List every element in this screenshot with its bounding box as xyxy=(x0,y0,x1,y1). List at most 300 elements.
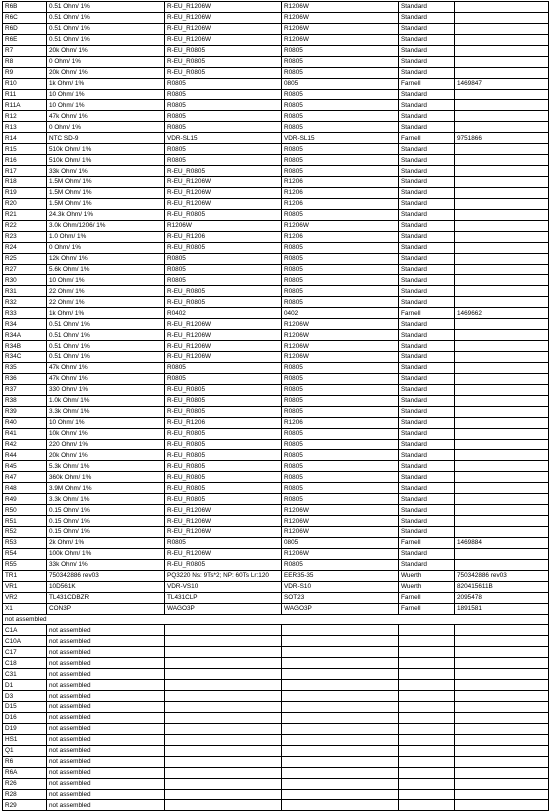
package-cell: R0805 xyxy=(282,494,399,505)
order-code-cell xyxy=(455,319,549,330)
package-cell: R1206W xyxy=(282,34,399,45)
ref-cell: X1 xyxy=(3,603,47,614)
ref-cell: R36 xyxy=(3,373,47,384)
package-cell: R0805 xyxy=(282,122,399,133)
package-cell: R1206W xyxy=(282,505,399,516)
order-code-cell xyxy=(455,100,549,111)
order-code-cell: 9751866 xyxy=(455,133,549,144)
ref-cell: R10 xyxy=(3,78,47,89)
value-cell: not assembled xyxy=(47,723,165,734)
order-code-cell xyxy=(455,712,549,723)
ref-cell: D19 xyxy=(3,723,47,734)
order-code-cell xyxy=(455,111,549,122)
supplier-cell: Standard xyxy=(399,198,455,209)
order-code-cell xyxy=(455,778,549,789)
supplier-cell: Standard xyxy=(399,352,455,363)
value-cell: 20k Ohm/ 1% xyxy=(47,67,165,78)
value-cell: 0.15 Ohm/ 1% xyxy=(47,527,165,538)
table-row xyxy=(3,439,549,450)
table-row xyxy=(3,570,549,581)
ref-cell: R9 xyxy=(3,67,47,78)
supplier-cell: Standard xyxy=(399,527,455,538)
value-cell: 24.3k Ohm/ 1% xyxy=(47,209,165,220)
device-cell xyxy=(165,669,282,680)
ref-cell: R18 xyxy=(3,177,47,188)
package-cell: R0805 xyxy=(282,472,399,483)
ref-cell: R6 xyxy=(3,756,47,767)
device-cell: R-EU_R1206W xyxy=(165,2,282,13)
device-cell: R0402 xyxy=(165,308,282,319)
order-code-cell: 1469662 xyxy=(455,308,549,319)
table-row xyxy=(3,12,549,23)
ref-cell: R34 xyxy=(3,319,47,330)
value-cell: 1.5M Ohm/ 1% xyxy=(47,177,165,188)
ref-cell: R34B xyxy=(3,341,47,352)
supplier-cell: Standard xyxy=(399,100,455,111)
value-cell: 1.0 Ohm/ 1% xyxy=(47,231,165,242)
package-cell: R0805 xyxy=(282,242,399,253)
supplier-cell: Farnell xyxy=(399,603,455,614)
supplier-cell xyxy=(399,734,455,745)
device-cell: R-EU_R0805 xyxy=(165,297,282,308)
ref-cell: R22 xyxy=(3,220,47,231)
ref-cell: R21 xyxy=(3,209,47,220)
value-cell: 0.51 Ohm/ 1% xyxy=(47,352,165,363)
order-code-cell xyxy=(455,144,549,155)
package-cell: R1206W xyxy=(282,341,399,352)
supplier-cell: Standard xyxy=(399,472,455,483)
order-code-cell xyxy=(455,166,549,177)
supplier-cell: Standard xyxy=(399,384,455,395)
ref-cell: C17 xyxy=(3,647,47,658)
table-row xyxy=(3,625,549,636)
order-code-cell xyxy=(455,756,549,767)
order-code-cell xyxy=(455,527,549,538)
ref-cell: R52 xyxy=(3,527,47,538)
table-row xyxy=(3,461,549,472)
device-cell xyxy=(165,734,282,745)
table-row xyxy=(3,527,549,538)
ref-cell: R50 xyxy=(3,505,47,516)
table-row xyxy=(3,2,549,13)
table-row xyxy=(3,187,549,198)
ref-cell: R20 xyxy=(3,198,47,209)
package-cell: R1206W xyxy=(282,527,399,538)
package-cell: R0805 xyxy=(282,483,399,494)
device-cell: R-EU_R1206W xyxy=(165,198,282,209)
ref-cell: R47 xyxy=(3,472,47,483)
value-cell: 330 Ohm/ 1% xyxy=(47,384,165,395)
supplier-cell: Standard xyxy=(399,231,455,242)
ref-cell: TR1 xyxy=(3,570,47,581)
ref-cell: R41 xyxy=(3,428,47,439)
table-row xyxy=(3,581,549,592)
supplier-cell: Standard xyxy=(399,144,455,155)
order-code-cell xyxy=(455,23,549,34)
device-cell xyxy=(165,745,282,756)
order-code-cell xyxy=(455,417,549,428)
value-cell: 0 Ohm/ 1% xyxy=(47,122,165,133)
bom-table-body xyxy=(3,2,549,811)
package-cell: R0805 xyxy=(282,559,399,570)
package-cell: R1206W xyxy=(282,352,399,363)
package-cell: R0805 xyxy=(282,384,399,395)
order-code-cell: 2095478 xyxy=(455,592,549,603)
value-cell: not assembled xyxy=(47,778,165,789)
order-code-cell xyxy=(455,472,549,483)
table-row xyxy=(3,483,549,494)
order-code-cell xyxy=(455,691,549,702)
order-code-cell xyxy=(455,734,549,745)
order-code-cell xyxy=(455,647,549,658)
order-code-cell xyxy=(455,505,549,516)
order-code-cell xyxy=(455,155,549,166)
package-cell: SOT23 xyxy=(282,592,399,603)
ref-cell: R38 xyxy=(3,395,47,406)
device-cell: R0805 xyxy=(165,144,282,155)
device-cell: R-EU_R0805 xyxy=(165,461,282,472)
package-cell: R1206W xyxy=(282,330,399,341)
table-row xyxy=(3,319,549,330)
device-cell: R-EU_R1206W xyxy=(165,12,282,23)
value-cell: not assembled xyxy=(47,669,165,680)
order-code-cell xyxy=(455,45,549,56)
order-code-cell xyxy=(455,12,549,23)
table-row xyxy=(3,275,549,286)
value-cell: 12k Ohm/ 1% xyxy=(47,253,165,264)
supplier-cell: Standard xyxy=(399,439,455,450)
package-cell: R0805 xyxy=(282,89,399,100)
device-cell: R-EU_R1206W xyxy=(165,319,282,330)
table-row xyxy=(3,406,549,417)
table-row xyxy=(3,505,549,516)
value-cell: 750342886 rev03 xyxy=(47,570,165,581)
device-cell: R-EU_R1206W xyxy=(165,548,282,559)
table-row xyxy=(3,767,549,778)
ref-cell: R12 xyxy=(3,111,47,122)
device-cell: R0805 xyxy=(165,111,282,122)
table-row xyxy=(3,297,549,308)
supplier-cell xyxy=(399,789,455,800)
supplier-cell: Standard xyxy=(399,330,455,341)
table-row xyxy=(3,537,549,548)
order-code-cell xyxy=(455,242,549,253)
table-row xyxy=(3,450,549,461)
table-row xyxy=(3,636,549,647)
table-row xyxy=(3,242,549,253)
package-cell: R0805 xyxy=(282,45,399,56)
value-cell: 1.5M Ohm/ 1% xyxy=(47,198,165,209)
ref-cell: R42 xyxy=(3,439,47,450)
supplier-cell: Standard xyxy=(399,275,455,286)
device-cell: R-EU_R1206 xyxy=(165,417,282,428)
ref-cell: C18 xyxy=(3,658,47,669)
order-code-cell xyxy=(455,548,549,559)
ref-cell: R40 xyxy=(3,417,47,428)
value-cell: 0.51 Ohm/ 1% xyxy=(47,34,165,45)
order-code-cell xyxy=(455,516,549,527)
value-cell: 1.5M Ohm/ 1% xyxy=(47,187,165,198)
order-code-cell: 1469847 xyxy=(455,78,549,89)
supplier-cell: Farnell xyxy=(399,78,455,89)
value-cell: not assembled xyxy=(47,691,165,702)
package-cell: R0805 xyxy=(282,373,399,384)
supplier-cell: Standard xyxy=(399,177,455,188)
device-cell: R-EU_R1206 xyxy=(165,231,282,242)
supplier-cell: Standard xyxy=(399,417,455,428)
table-row xyxy=(3,133,549,144)
value-cell: not assembled xyxy=(47,800,165,811)
device-cell: R-EU_R0805 xyxy=(165,483,282,494)
value-cell: not assembled xyxy=(47,625,165,636)
ref-cell: R34A xyxy=(3,330,47,341)
value-cell: 10k Ohm/ 1% xyxy=(47,428,165,439)
ref-cell: HS1 xyxy=(3,734,47,745)
order-code-cell xyxy=(455,800,549,811)
package-cell: R0805 xyxy=(282,450,399,461)
ref-cell: R6A xyxy=(3,767,47,778)
package-cell: R0805 xyxy=(282,297,399,308)
device-cell: R0805 xyxy=(165,122,282,133)
device-cell: R-EU_R1206W xyxy=(165,352,282,363)
device-cell xyxy=(165,658,282,669)
table-row xyxy=(3,516,549,527)
ref-cell: R8 xyxy=(3,56,47,67)
order-code-cell xyxy=(455,625,549,636)
table-row xyxy=(3,548,549,559)
value-cell: 100k Ohm/ 1% xyxy=(47,548,165,559)
supplier-cell xyxy=(399,745,455,756)
table-row xyxy=(3,691,549,702)
ref-cell: R48 xyxy=(3,483,47,494)
order-code-cell xyxy=(455,428,549,439)
value-cell: 47k Ohm/ 1% xyxy=(47,373,165,384)
value-cell: 3.0k Ohm/1206/ 1% xyxy=(47,220,165,231)
table-row xyxy=(3,352,549,363)
value-cell: 3.3k Ohm/ 1% xyxy=(47,494,165,505)
value-cell: 10 Ohm/ 1% xyxy=(47,89,165,100)
order-code-cell xyxy=(455,384,549,395)
table-row xyxy=(3,209,549,220)
supplier-cell xyxy=(399,756,455,767)
table-row xyxy=(3,56,549,67)
order-code-cell xyxy=(455,220,549,231)
value-cell: 47k Ohm/ 1% xyxy=(47,111,165,122)
value-cell: TL431CDBZR xyxy=(47,592,165,603)
package-cell xyxy=(282,691,399,702)
package-cell: R1206 xyxy=(282,187,399,198)
ref-cell: R11A xyxy=(3,100,47,111)
value-cell: 0 Ohm/ 1% xyxy=(47,56,165,67)
supplier-cell: Standard xyxy=(399,220,455,231)
package-cell xyxy=(282,669,399,680)
device-cell xyxy=(165,691,282,702)
supplier-cell xyxy=(399,723,455,734)
value-cell: not assembled xyxy=(47,745,165,756)
device-cell: R1206W xyxy=(165,220,282,231)
supplier-cell: Standard xyxy=(399,45,455,56)
device-cell: R-EU_R1206W xyxy=(165,341,282,352)
table-row xyxy=(3,756,549,767)
package-cell: R1206 xyxy=(282,417,399,428)
value-cell: 20k Ohm/ 1% xyxy=(47,45,165,56)
ref-cell: R30 xyxy=(3,275,47,286)
package-cell: R0805 xyxy=(282,253,399,264)
ref-cell: R6C xyxy=(3,12,47,23)
table-row xyxy=(3,789,549,800)
order-code-cell xyxy=(455,636,549,647)
supplier-cell: Standard xyxy=(399,428,455,439)
supplier-cell xyxy=(399,712,455,723)
ref-cell: R25 xyxy=(3,253,47,264)
device-cell xyxy=(165,756,282,767)
order-code-cell xyxy=(455,231,549,242)
order-code-cell xyxy=(455,34,549,45)
order-code-cell xyxy=(455,286,549,297)
package-cell: R0805 xyxy=(282,111,399,122)
package-cell: 0402 xyxy=(282,308,399,319)
value-cell: 33k Ohm/ 1% xyxy=(47,559,165,570)
device-cell xyxy=(165,778,282,789)
table-row xyxy=(3,384,549,395)
supplier-cell: Standard xyxy=(399,12,455,23)
table-row xyxy=(3,89,549,100)
device-cell xyxy=(165,680,282,691)
device-cell xyxy=(165,712,282,723)
package-cell: R1206W xyxy=(282,516,399,527)
ref-cell: R7 xyxy=(3,45,47,56)
order-code-cell xyxy=(455,362,549,373)
ref-cell: R23 xyxy=(3,231,47,242)
ref-cell: R11 xyxy=(3,89,47,100)
package-cell: R0805 xyxy=(282,209,399,220)
package-cell: R0805 xyxy=(282,155,399,166)
package-cell: EER35-35 xyxy=(282,570,399,581)
table-row xyxy=(3,220,549,231)
table-row xyxy=(3,341,549,352)
table-row xyxy=(3,734,549,745)
package-cell xyxy=(282,680,399,691)
table-row xyxy=(3,702,549,713)
table-row xyxy=(3,177,549,188)
package-cell xyxy=(282,625,399,636)
device-cell: R0805 xyxy=(165,253,282,264)
table-row xyxy=(3,647,549,658)
table-row xyxy=(3,67,549,78)
order-code-cell xyxy=(455,789,549,800)
supplier-cell: Standard xyxy=(399,23,455,34)
ref-cell: D16 xyxy=(3,712,47,723)
supplier-cell: Standard xyxy=(399,89,455,100)
supplier-cell: Standard xyxy=(399,373,455,384)
package-cell xyxy=(282,778,399,789)
device-cell: R0805 xyxy=(165,275,282,286)
order-code-cell xyxy=(455,56,549,67)
package-cell: R0805 xyxy=(282,166,399,177)
package-cell: R1206W xyxy=(282,23,399,34)
package-cell: R1206 xyxy=(282,198,399,209)
ref-cell: R13 xyxy=(3,122,47,133)
supplier-cell: Standard xyxy=(399,406,455,417)
device-cell: R-EU_R0805 xyxy=(165,494,282,505)
device-cell xyxy=(165,647,282,658)
value-cell: not assembled xyxy=(47,680,165,691)
table-row xyxy=(3,723,549,734)
order-code-cell xyxy=(455,723,549,734)
value-cell: not assembled xyxy=(47,647,165,658)
supplier-cell xyxy=(399,680,455,691)
ref-cell: R14 xyxy=(3,133,47,144)
table-row xyxy=(3,34,549,45)
package-cell: R0805 xyxy=(282,406,399,417)
ref-cell: R19 xyxy=(3,187,47,198)
ref-cell: R27 xyxy=(3,264,47,275)
package-cell: R1206 xyxy=(282,177,399,188)
order-code-cell xyxy=(455,406,549,417)
order-code-cell xyxy=(455,264,549,275)
table-row xyxy=(3,745,549,756)
ref-cell: R29 xyxy=(3,800,47,811)
supplier-cell: Standard xyxy=(399,297,455,308)
device-cell: VDR-VS10 xyxy=(165,581,282,592)
value-cell: 0.51 Ohm/ 1% xyxy=(47,2,165,13)
package-cell xyxy=(282,647,399,658)
package-cell xyxy=(282,756,399,767)
table-row xyxy=(3,428,549,439)
order-code-cell xyxy=(455,89,549,100)
device-cell: R-EU_R0805 xyxy=(165,242,282,253)
value-cell: 360k Ohm/ 1% xyxy=(47,472,165,483)
order-code-cell xyxy=(455,395,549,406)
ref-cell: C1A xyxy=(3,625,47,636)
ref-cell: R49 xyxy=(3,494,47,505)
device-cell: R-EU_R1206W xyxy=(165,330,282,341)
ref-cell: R6D xyxy=(3,23,47,34)
package-cell: R0805 xyxy=(282,395,399,406)
order-code-cell xyxy=(455,669,549,680)
supplier-cell: Standard xyxy=(399,362,455,373)
supplier-cell xyxy=(399,636,455,647)
value-cell: 0.51 Ohm/ 1% xyxy=(47,341,165,352)
order-code-cell xyxy=(455,745,549,756)
value-cell: 510k Ohm/ 1% xyxy=(47,155,165,166)
order-code-cell xyxy=(455,439,549,450)
supplier-cell: Standard xyxy=(399,67,455,78)
supplier-cell: Standard xyxy=(399,505,455,516)
order-code-cell xyxy=(455,330,549,341)
ref-cell: VR1 xyxy=(3,581,47,592)
table-row xyxy=(3,417,549,428)
value-cell: 5.6k Ohm/ 1% xyxy=(47,264,165,275)
supplier-cell: Standard xyxy=(399,494,455,505)
table-row xyxy=(3,45,549,56)
value-cell: NTC SD-9 xyxy=(47,133,165,144)
order-code-cell xyxy=(455,253,549,264)
order-code-cell xyxy=(455,702,549,713)
value-cell: 0.51 Ohm/ 1% xyxy=(47,319,165,330)
device-cell xyxy=(165,702,282,713)
package-cell: VDR-SL15 xyxy=(282,133,399,144)
supplier-cell: Farnell xyxy=(399,308,455,319)
ref-cell: D1 xyxy=(3,680,47,691)
device-cell xyxy=(165,789,282,800)
value-cell: 10D561K xyxy=(47,581,165,592)
device-cell: R0805 xyxy=(165,78,282,89)
value-cell: not assembled xyxy=(47,712,165,723)
supplier-cell: Standard xyxy=(399,56,455,67)
device-cell: R0805 xyxy=(165,89,282,100)
device-cell: TL431CLP xyxy=(165,592,282,603)
